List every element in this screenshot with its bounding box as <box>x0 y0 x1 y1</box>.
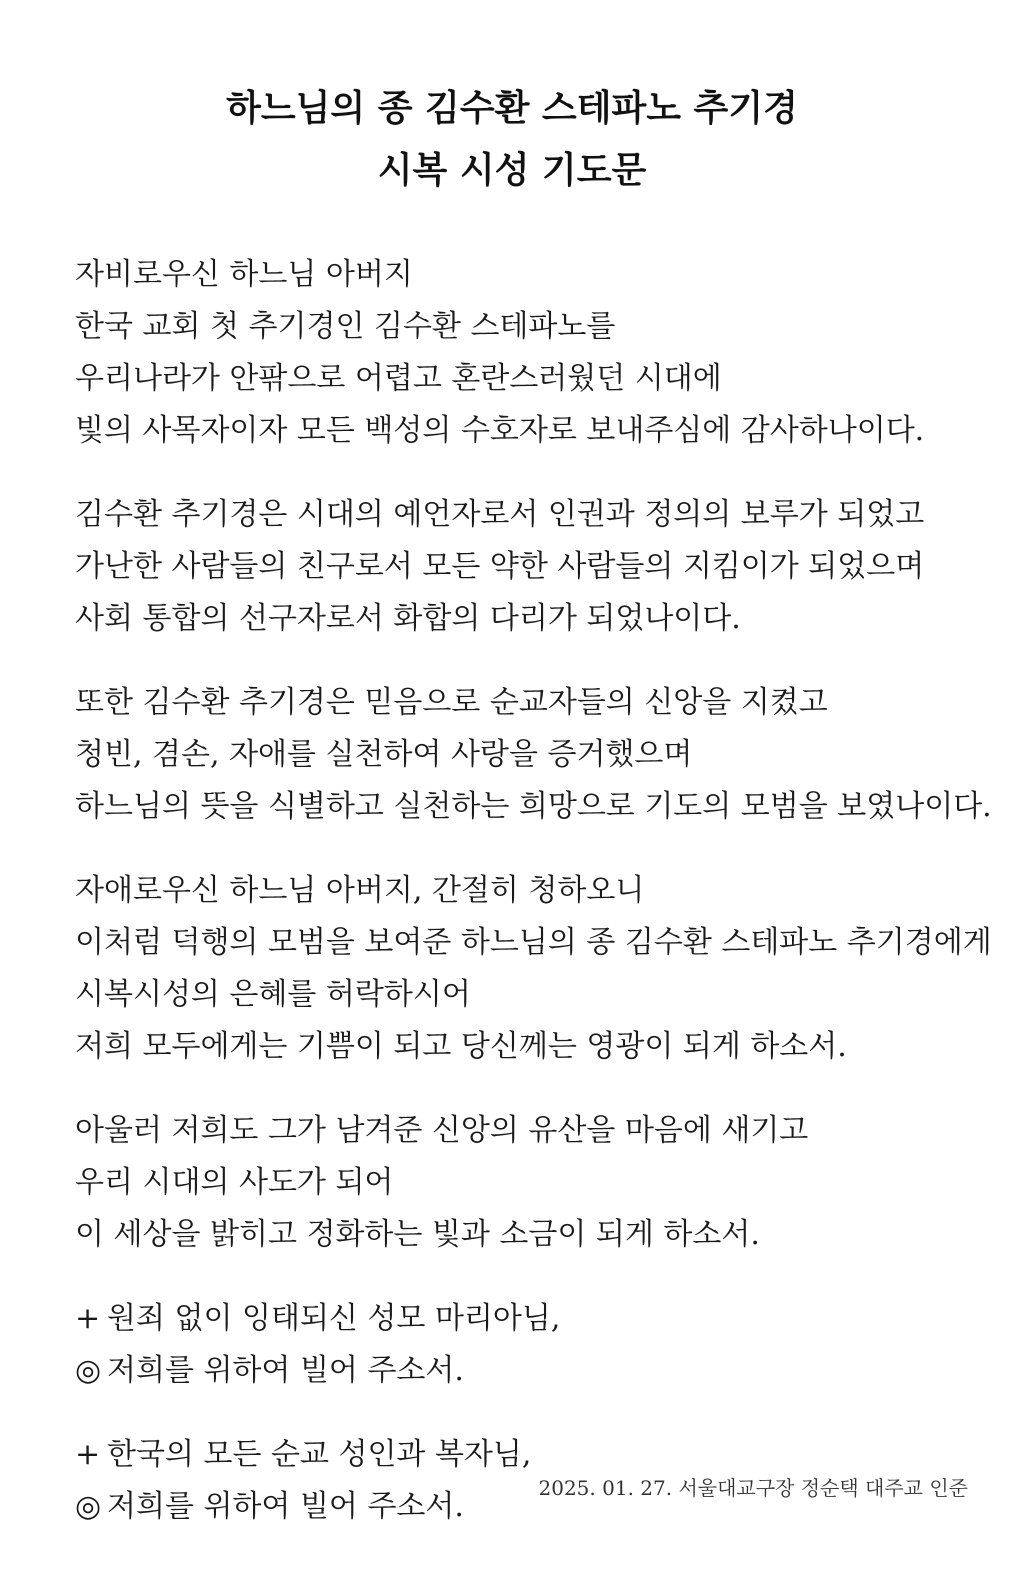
paragraph-line: 우리 시대의 사도가 되어 <box>75 1165 394 1200</box>
paragraph-line: 또한 김수환 추기경은 믿음으로 순교자들의 신앙을 지켰고 <box>75 685 828 720</box>
paragraph-line: 김수환 추기경은 시대의 예언자로서 인권과 정의의 보루가 되었고 <box>75 497 925 532</box>
paragraph-line: 이처럼 덕행의 모범을 보여준 하느님의 종 김수환 스테파노 추기경에게 <box>75 925 992 960</box>
paragraph-line: 아울러 저희도 그가 남겨준 신앙의 유산을 마음에 새기고 <box>75 1113 809 1148</box>
prayer-title <box>0 78 1024 202</box>
paragraph-spacer <box>75 645 995 677</box>
paragraph-petition <box>75 865 995 1073</box>
paragraph-line: 저희 모두에게는 기쁨이 되고 당신께는 영광이 되게 하소서. <box>75 1029 847 1064</box>
paragraph-line: 시복시성의 은혜를 허락하시어 <box>75 977 471 1012</box>
paragraph-line: 사회 통합의 선구자로서 화합의 다리가 되었나이다. <box>75 601 741 636</box>
paragraph-spacer <box>75 1397 995 1429</box>
paragraph-line: 자비로우신 하느님 아버지 <box>75 257 413 292</box>
paragraph-line: 자애로우신 하느님 아버지, 간절히 청하오니 <box>75 873 645 908</box>
paragraph-apostle <box>75 1105 995 1261</box>
paragraph-faith <box>75 677 995 833</box>
paragraph-line: 이 세상을 밝히고 정화하는 빛과 소금이 되게 하소서. <box>75 1217 760 1252</box>
paragraph-line: 우리나라가 안팎으로 어렵고 혼란스러웠던 시대에 <box>75 361 722 396</box>
prayer-body <box>75 249 995 1533</box>
litany-response <box>75 1345 995 1397</box>
paragraph-prophet <box>75 489 995 645</box>
paragraph-spacer <box>75 1261 995 1293</box>
title-line-2: 시복 시성 기도문 <box>377 150 647 191</box>
paragraph-spacer <box>75 833 995 865</box>
invocation-text: 한국의 모든 순교 성인과 복자님, <box>107 1437 532 1472</box>
approval-note: 2025. 01. 27. 서울대교구장 정순택 대주교 인준 <box>538 1476 968 1500</box>
paragraph-line: 하느님의 뜻을 식별하고 실천하는 희망으로 기도의 모범을 보였나이다. <box>75 789 992 824</box>
paragraph-spacer <box>75 1073 995 1105</box>
response-marker-icon: ◎ <box>75 1489 102 1524</box>
paragraph-line: 한국 교회 첫 추기경인 김수환 스테파노를 <box>75 309 616 344</box>
plus-marker-icon: + <box>75 1301 101 1336</box>
plus-marker-icon: + <box>75 1437 101 1472</box>
response-marker-icon: ◎ <box>75 1353 102 1388</box>
response-text: 저희를 위하여 빌어 주소서. <box>107 1353 464 1388</box>
litany-invocation <box>75 1293 995 1345</box>
paragraph-line: 청빈, 겸손, 자애를 실천하여 사랑을 증거했으며 <box>75 737 693 772</box>
invocation-text: 원죄 없이 잉태되신 성모 마리아님, <box>107 1301 561 1336</box>
paragraph-thanksgiving <box>75 249 995 457</box>
litany-mary <box>75 1293 995 1397</box>
paragraph-line: 빛의 사목자이자 모든 백성의 수호자로 보내주심에 감사하나이다. <box>75 413 925 448</box>
response-text: 저희를 위하여 빌어 주소서. <box>107 1489 464 1524</box>
paragraph-line: 가난한 사람들의 친구로서 모든 약한 사람들의 지킴이가 되었으며 <box>75 549 925 584</box>
title-line-1: 하느님의 종 김수환 스테파노 추기경 <box>226 88 798 129</box>
paragraph-spacer <box>75 457 995 489</box>
